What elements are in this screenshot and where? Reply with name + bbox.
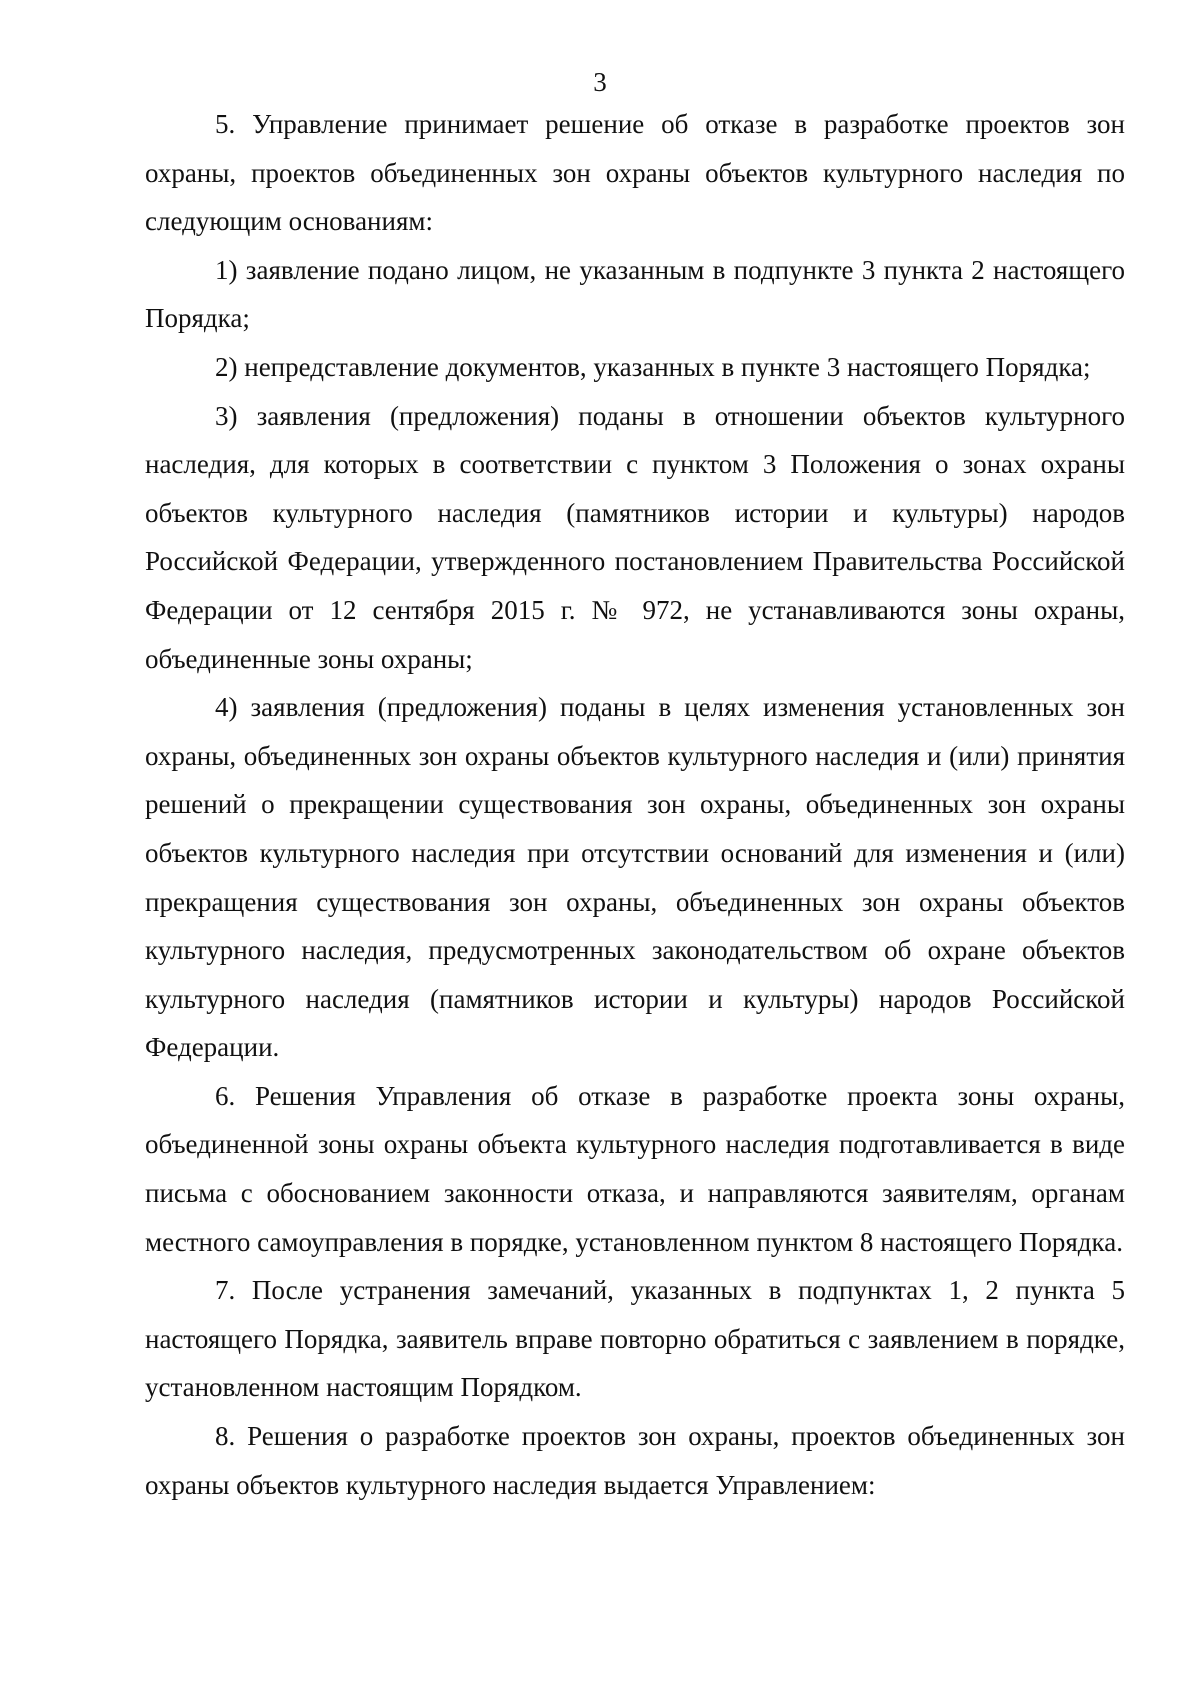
- paragraph-5-item-2: 2) непредставление документов, указанных в пункте 3 настоящего Порядка;: [215, 351, 1091, 382]
- paragraph-6: 6. Решения Управления об отказе в разработке проекта зоны охраны, объединенной зоны охраны объекта культурного наследия подготавливается в виде письма с обоснованием законности отказа, и направляются заявителям, органам местного самоуправления в порядке, установленном пунктом 8 настоящего Порядка.: [145, 1080, 1125, 1257]
- paragraph-8: 8. Решения о разработке проектов зон охраны, проектов объединенных зон охраны объектов культурного наследия выдается Управлением:: [145, 1421, 1125, 1500]
- paragraph-5-item-1: 1) заявление подано лицом, не указанным в подпункте 3 пункта 2 настоящего Порядка;: [145, 254, 1125, 334]
- paragraph-5: 5. Управление принимает решение об отказе в разработке проектов зон охраны, проектов объединенных зон охраны объектов культурного наследия по следующим основаниям:: [145, 109, 1125, 237]
- page-number: 3: [593, 67, 607, 97]
- paragraph-5-item-4: 4) заявления (предложения) поданы в целях изменения установленных зон охраны, объединенных зон охраны объектов культурного наследия и (или) принятия решений о прекращении существования зон охраны, объединенных зон охраны объектов культурного наследия при отсутствии оснований для изменения и (или) прекращения существования зон охраны, объединенных зон охраны объектов культурного наследия, предусмотренных законодательством об охране объектов культурного наследия (памятников истории и культуры) народов Российской Федерации.: [145, 692, 1125, 1063]
- paragraph-5-item-3: 3) заявления (предложения) поданы в отношении объектов культурного наследия, для которых в соответствии с пунктом 3 Положения о зонах охраны объектов культурного наследия (памятников истории и культуры) народов Российской Федерации, утвержденного постановлением Правительства Российской Федерации от 12 сентября 2015 г. № 972, не устанавливаются зоны охраны, объединенные зоны охраны;: [145, 400, 1125, 674]
- document-body: [145, 100, 1125, 1509]
- paragraph-7: 7. После устранения замечаний, указанных в подпунктах 1, 2 пункта 5 настоящего Порядка, заявитель вправе повторно обратиться с заявлением в порядке, установленном настоящим Порядком.: [145, 1275, 1125, 1403]
